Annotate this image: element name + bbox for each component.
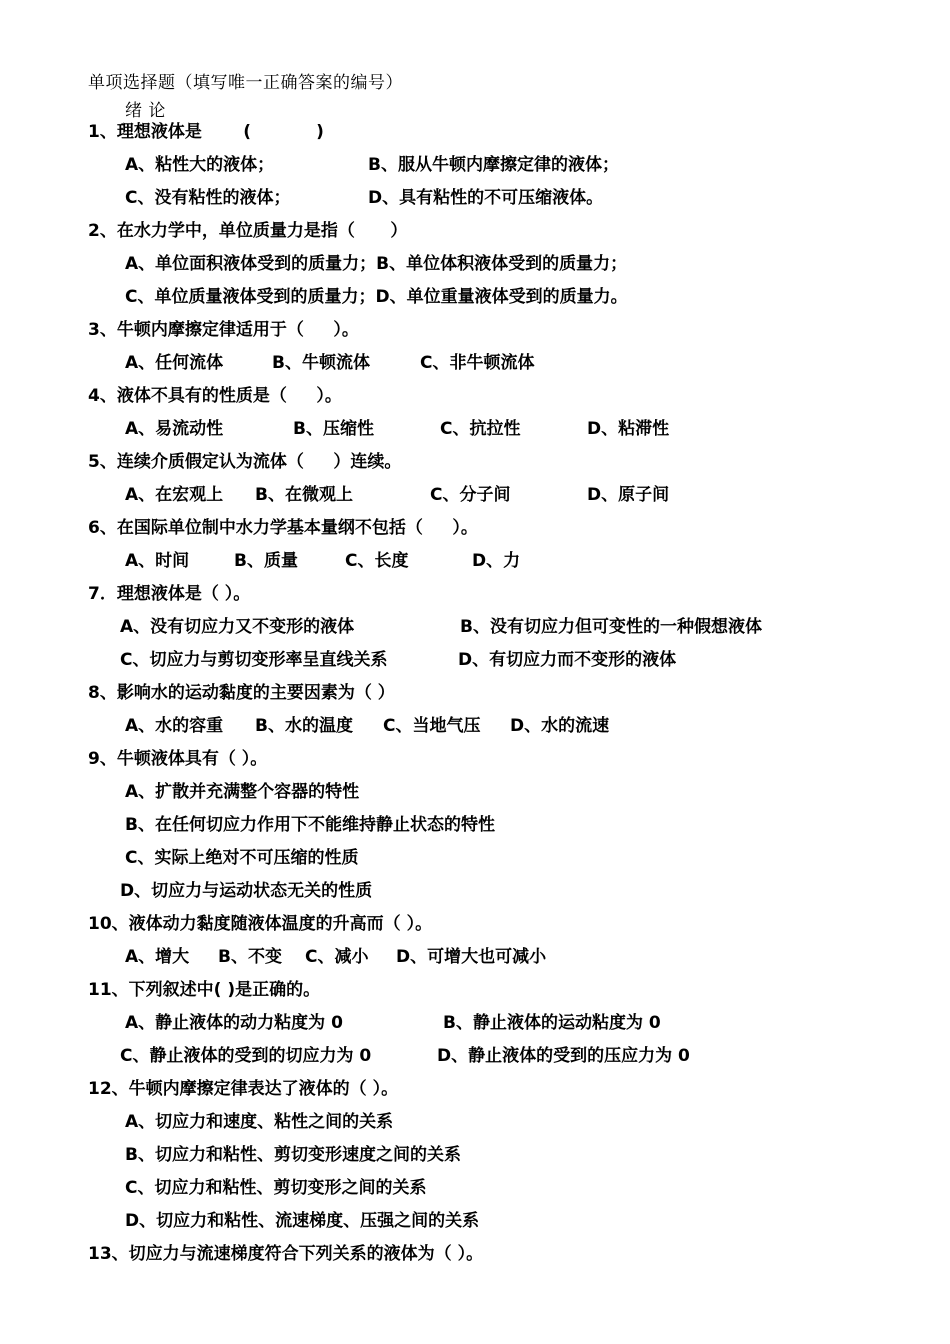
q8-option-b: B、水的温度 bbox=[255, 716, 353, 736]
q11-option-d: D、静止液体的受到的压应力为 0 bbox=[437, 1046, 690, 1066]
q9-option-c: C、实际上绝对不可压缩的性质 bbox=[125, 848, 359, 868]
q10-option-d: D、可增大也可减小 bbox=[396, 947, 547, 967]
q5-option-b: B、在微观上 bbox=[255, 485, 353, 505]
q5-option-a: A、在宏观上 bbox=[125, 485, 224, 505]
q9-option-a: A、扩散并充满整个容器的特性 bbox=[125, 782, 360, 802]
q1-option-a: A、粘性大的液体； bbox=[125, 155, 275, 175]
q4-option-b: B、压缩性 bbox=[293, 419, 374, 439]
q6-option-b: B、质量 bbox=[234, 551, 298, 571]
q5-option-d: D、原子间 bbox=[587, 485, 670, 505]
q10-option-b: B、不变 bbox=[218, 947, 282, 967]
q7-option-b: B、没有切应力但可变性的一种假想液体 bbox=[460, 617, 762, 637]
q4-option-d: D、粘滞性 bbox=[587, 419, 670, 439]
question-9: 9、牛顿液体具有（ ）。 bbox=[88, 749, 268, 769]
q11-option-c: C、静止液体的受到的切应力为 0 bbox=[120, 1046, 372, 1066]
q8-option-c: C、当地气压 bbox=[383, 716, 481, 736]
q11-option-b: B、静止液体的运动粘度为 0 bbox=[443, 1013, 661, 1033]
question-4: 4、液体不具有的性质是（ ）。 bbox=[88, 386, 342, 406]
q9-option-d: D、切应力与运动状态无关的性质 bbox=[120, 881, 373, 901]
question-3: 3、牛顿内摩擦定律适用于（ ）。 bbox=[88, 320, 359, 340]
q2-options-ab: A、单位面积液体受到的质量力；B、单位体积液体受到的质量力； bbox=[125, 254, 628, 274]
q3-option-c: C、非牛顿流体 bbox=[420, 353, 535, 373]
q1-option-b: B、服从牛顿内摩擦定律的液体； bbox=[368, 155, 619, 175]
question-1: 1、理想液体是 ( ) bbox=[88, 122, 324, 142]
question-10: 10、液体动力黏度随液体温度的升高而（ ）。 bbox=[88, 914, 433, 934]
question-8: 8、影响水的运动黏度的主要因素为（ ） bbox=[88, 683, 395, 703]
q3-option-b: B、牛顿流体 bbox=[272, 353, 370, 373]
q12-option-b: B、切应力和粘性、剪切变形速度之间的关系 bbox=[125, 1145, 461, 1165]
q12-option-a: A、切应力和速度、粘性之间的关系 bbox=[125, 1112, 394, 1132]
q10-option-a: A、增大 bbox=[125, 947, 190, 967]
q9-option-b: B、在任何切应力作用下不能维持静止状态的特性 bbox=[125, 815, 495, 835]
question-2: 2、在水力学中，单位质量力是指（ ） bbox=[88, 221, 408, 241]
q6-option-d: D、力 bbox=[472, 551, 521, 571]
question-5: 5、连续介质假定认为流体（ ）连续。 bbox=[88, 452, 402, 472]
q7-option-a: A、没有切应力又不变形的液体 bbox=[120, 617, 355, 637]
q11-option-a: A、静止液体的动力粘度为 0 bbox=[125, 1013, 343, 1033]
q4-option-c: C、抗拉性 bbox=[440, 419, 521, 439]
q12-option-d: D、切应力和粘性、流速梯度、压强之间的关系 bbox=[125, 1211, 480, 1231]
question-11: 11、下列叙述中( )是正确的。 bbox=[88, 980, 321, 1000]
q10-option-c: C、减小 bbox=[305, 947, 369, 967]
q1-option-c: C、没有粘性的液体； bbox=[125, 188, 291, 208]
section-header: 单项选择题（填写唯一正确答案的编号） bbox=[88, 73, 403, 93]
q1-option-d: D、具有粘性的不可压缩液体。 bbox=[368, 188, 604, 208]
q7-option-c: C、切应力与剪切变形率呈直线关系 bbox=[120, 650, 388, 670]
q8-option-d: D、水的流速 bbox=[510, 716, 610, 736]
q6-option-a: A、时间 bbox=[125, 551, 190, 571]
q8-option-a: A、水的容重 bbox=[125, 716, 224, 736]
chapter-title: 绪 论 bbox=[125, 101, 166, 121]
q3-option-a: A、任何流体 bbox=[125, 353, 224, 373]
q7-option-d: D、有切应力而不变形的液体 bbox=[458, 650, 677, 670]
q6-option-c: C、长度 bbox=[345, 551, 409, 571]
q2-options-cd: C、单位质量液体受到的质量力；D、单位重量液体受到的质量力。 bbox=[125, 287, 628, 307]
question-13: 13、切应力与流速梯度符合下列关系的液体为（ ）。 bbox=[88, 1244, 484, 1264]
question-7: 7．理想液体是（ ）。 bbox=[88, 584, 251, 604]
q4-option-a: A、易流动性 bbox=[125, 419, 224, 439]
q5-option-c: C、分子间 bbox=[430, 485, 511, 505]
q12-option-c: C、切应力和粘性、剪切变形之间的关系 bbox=[125, 1178, 427, 1198]
question-12: 12、牛顿内摩擦定律表达了液体的（ ）。 bbox=[88, 1079, 399, 1099]
question-6: 6、在国际单位制中水力学基本量纲不包括（ ）。 bbox=[88, 518, 478, 538]
